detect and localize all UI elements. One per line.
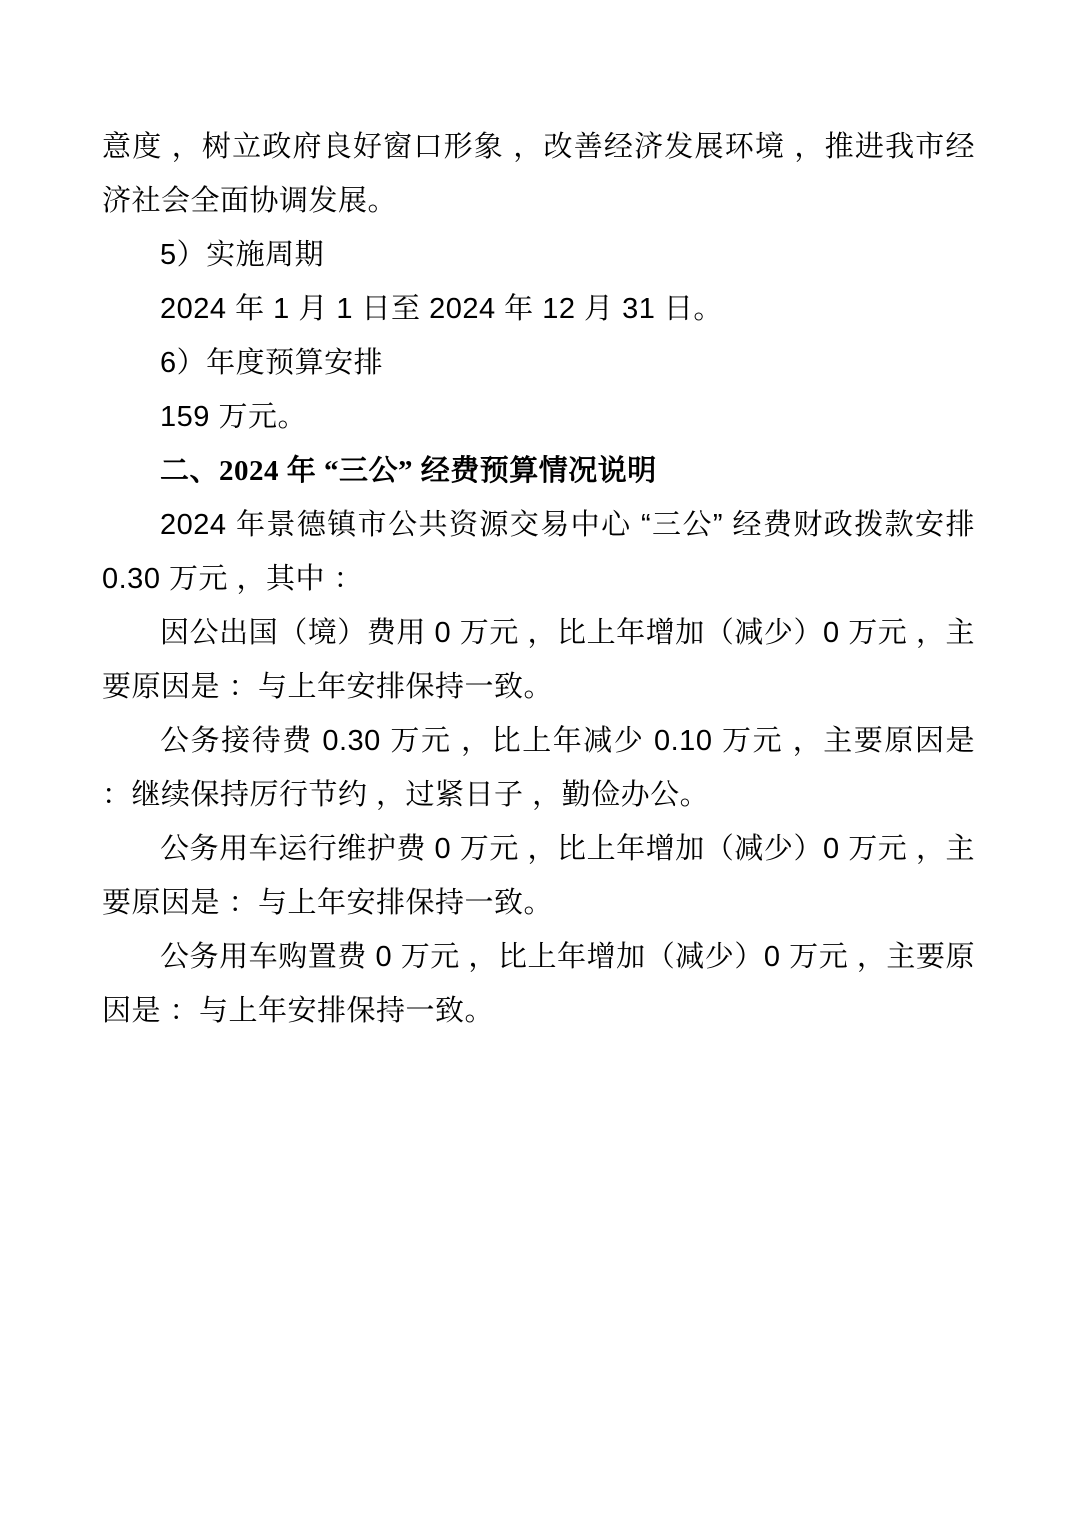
para-annual-budget-amount: 159 万元。 — [160, 401, 307, 433]
document-body — [102, 120, 975, 1038]
para-continuation: 意度 ，树立政府良好窗口形象 ，改善经济发展环境 ，推进我市经济社会全面协调发展。 — [102, 131, 975, 217]
para-implementation-period-dates: 2024 年 1 月 1 日至 2024 年 12 月 31 日。 — [160, 293, 723, 325]
para-overseas-travel-expense: 因公出国（境）费用 0 万元 ，比上年增加（减少）0 万元 ，主要原因是 ：与上年安排保持一致。 — [102, 617, 975, 703]
para-vehicle-maintenance-expense: 公务用车运行维护费 0 万元 ，比上年增加（减少）0 万元 ，主要原因是 ：与上年安排保持一致。 — [102, 833, 975, 919]
para-annual-budget-label: 6）年度预算安排 — [160, 347, 384, 379]
para-vehicle-purchase-expense: 公务用车购置费 0 万元 ，比上年增加（减少）0 万元 ，主要原因是 ：与上年安排保持一致。 — [102, 941, 975, 1027]
section-two-heading: 二、2024 年 “三公” 经费预算情况说明 — [160, 455, 657, 487]
para-implementation-period-label: 5）实施周期 — [160, 239, 325, 271]
para-official-reception-expense: 公务接待费 0.30 万元 ，比上年减少 0.10 万元 ，主要原因是 ：继续保持厉行节约 ，过紧日子 ，勤俭办公。 — [102, 725, 975, 811]
para-sangong-overview: 2024 年景德镇市公共资源交易中心 “三公” 经费财政拨款安排 0.30 万元 ，其中 ： — [102, 509, 975, 595]
